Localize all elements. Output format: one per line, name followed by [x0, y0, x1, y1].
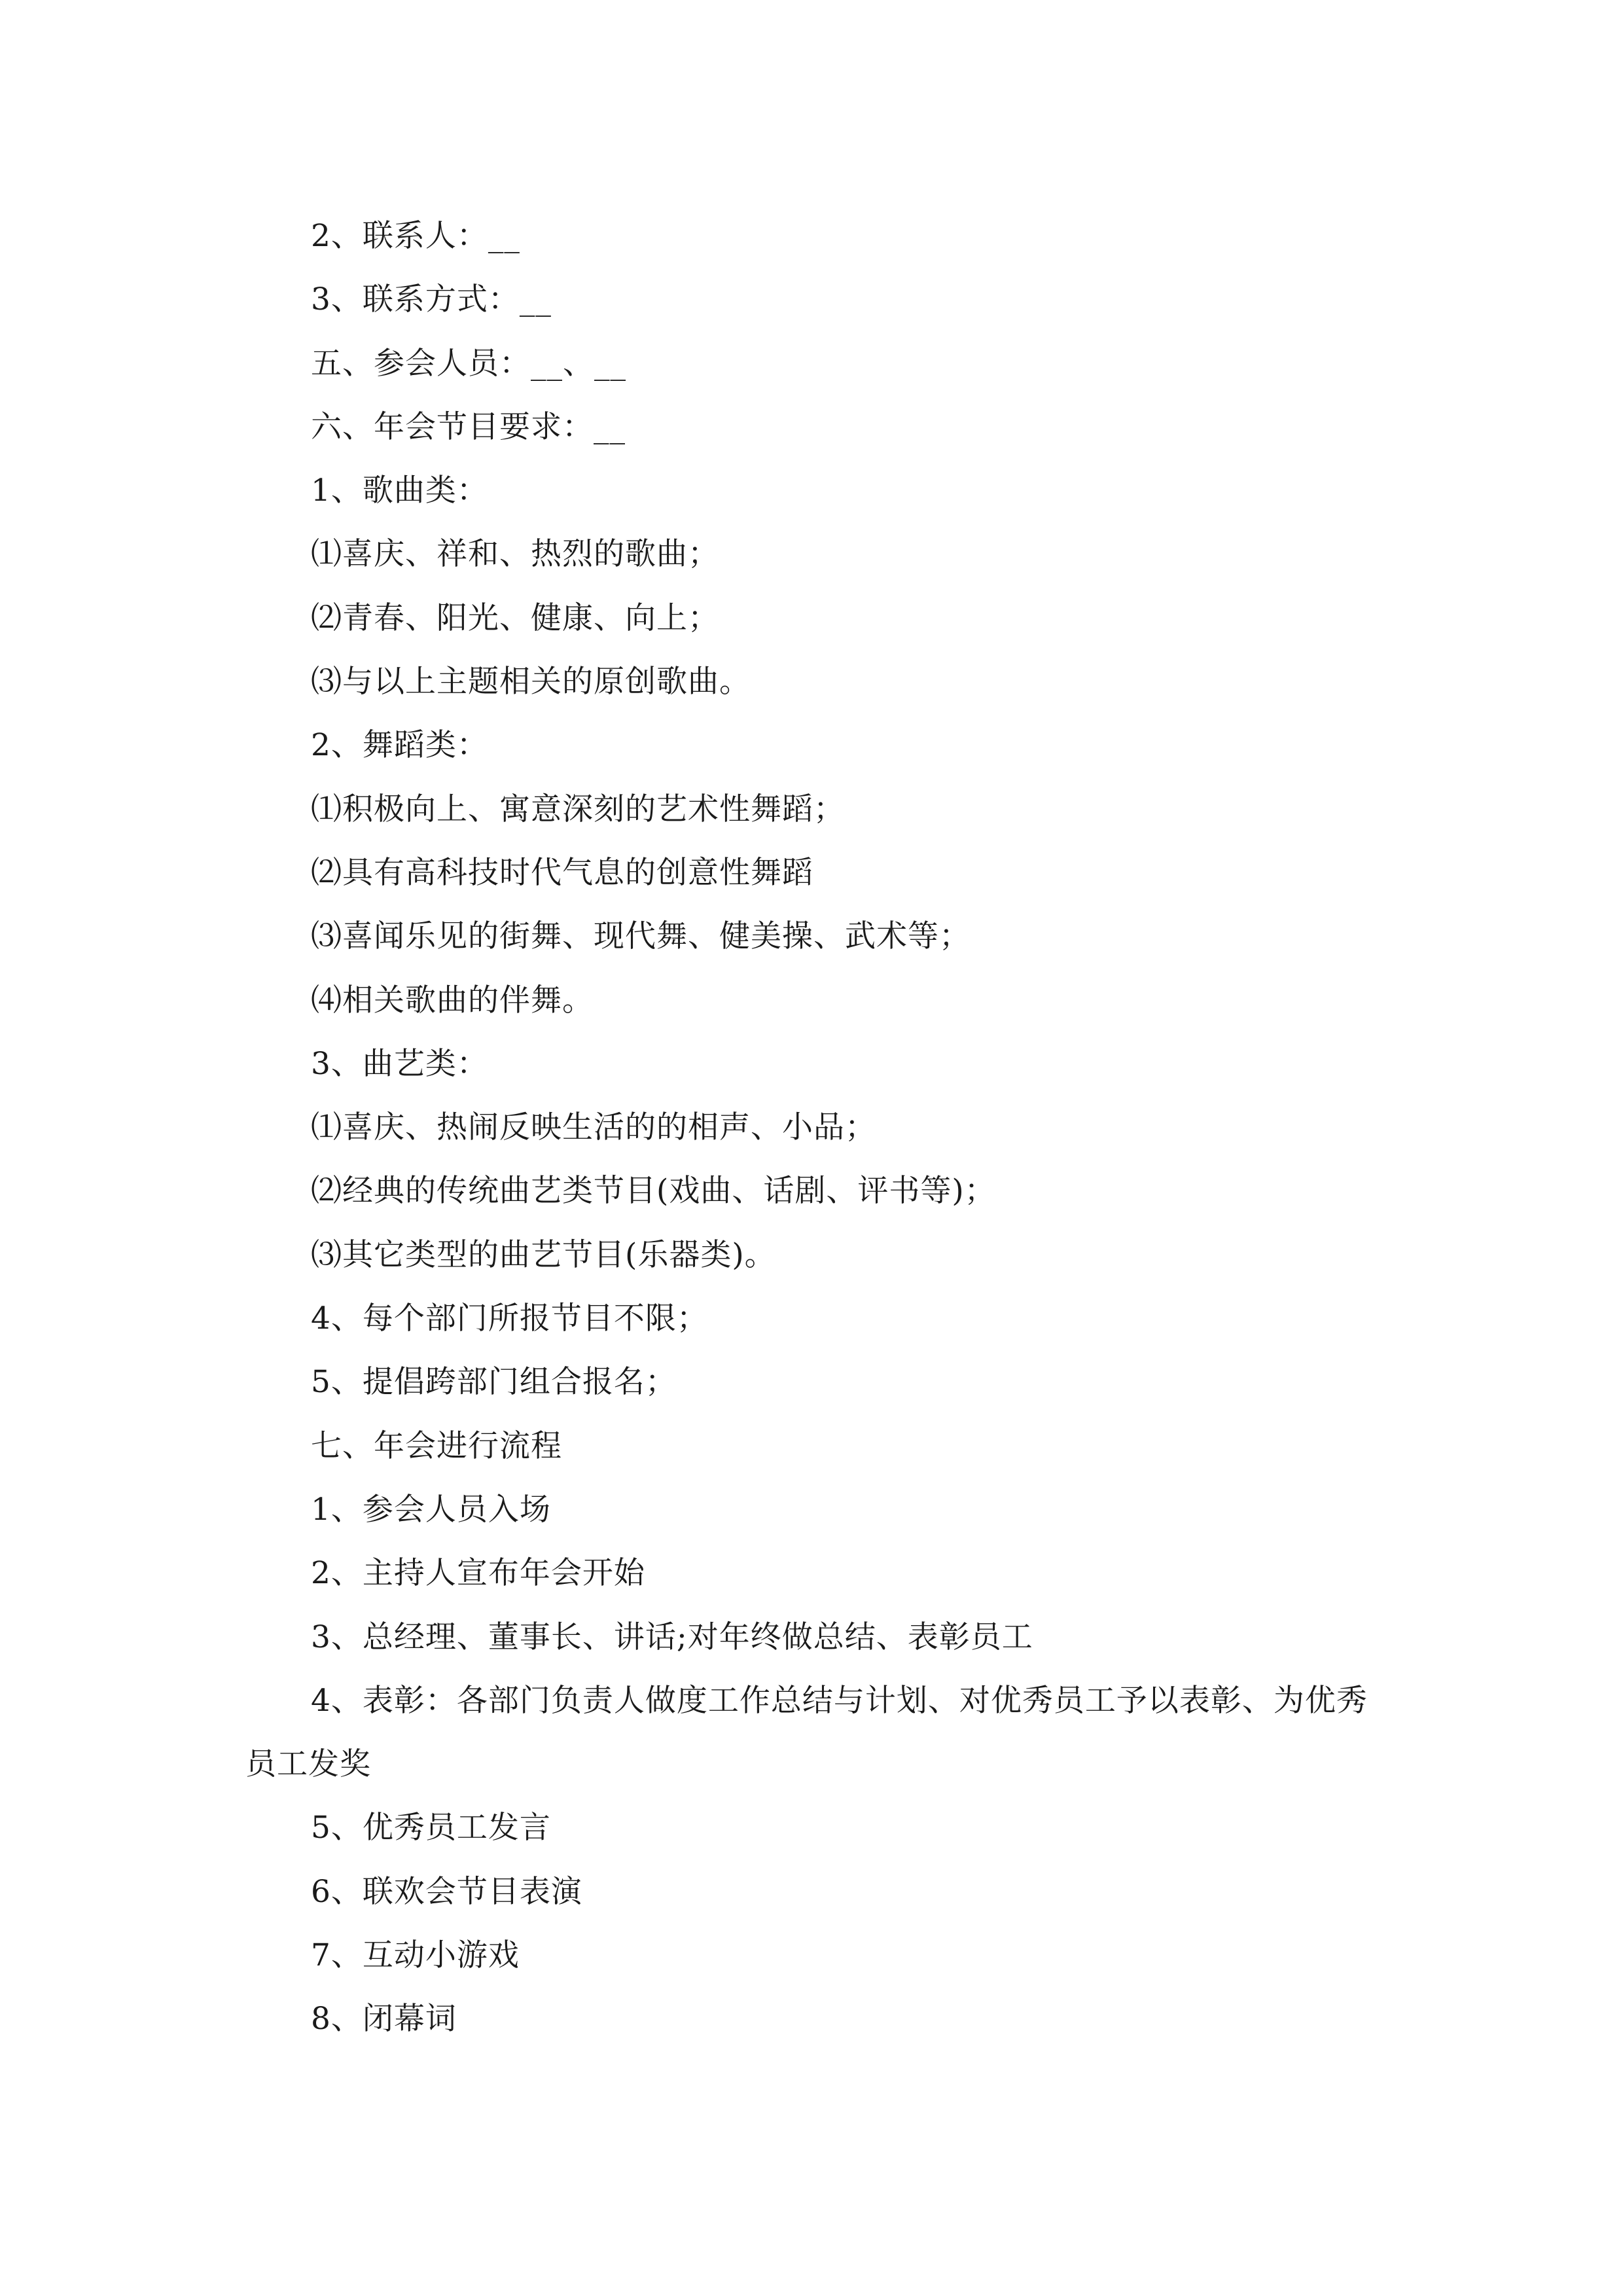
agenda-item-1: 1、参会人员入场: [311, 1491, 551, 1528]
agenda-item-3: 3、总经理、董事长、讲话;对年终做总结、表彰员工: [311, 1619, 1033, 1655]
agenda-item-2: 2、主持人宣布年会开始: [311, 1555, 645, 1592]
songs-item-3: ⑶与以上主题相关的原创歌曲。: [311, 664, 751, 700]
section-program-requirements-heading: 六、年会节目要求：__: [311, 408, 626, 445]
songs-item-2: ⑵青春、阳光、健康、向上；: [311, 600, 719, 636]
folk-arts-item-3: ⑶其它类型的曲艺节目(乐器类)。: [311, 1236, 776, 1273]
section-agenda-heading: 七、年会进行流程: [311, 1427, 562, 1464]
songs-item-1: ⑴喜庆、祥和、热烈的歌曲；: [311, 536, 719, 573]
dance-item-1: ⑴积极向上、寓意深刻的艺术性舞蹈；: [311, 791, 845, 827]
dance-item-4: ⑷相关歌曲的伴舞。: [311, 982, 594, 1018]
folk-arts-category-heading: 3、曲艺类：: [311, 1045, 488, 1082]
folk-arts-item-1: ⑴喜庆、热闹反映生活的的相声、小品；: [311, 1109, 876, 1146]
agenda-item-6: 6、联欢会节目表演: [311, 1873, 582, 1910]
program-limit-line: 4、每个部门所报节目不限；: [311, 1300, 708, 1337]
contact-person-line: 2、联系人：__: [311, 218, 520, 254]
agenda-item-5: 5、优秀员工发言: [311, 1810, 551, 1846]
agenda-item-4: 4、表彰：各部门负责人做度工作总结与计划、对优秀员工予以表彰、为优秀员工发奖: [245, 1682, 1368, 1783]
folk-arts-item-2: ⑵经典的传统曲艺类节目(戏曲、话剧、评书等)；: [311, 1173, 996, 1210]
document-body: [245, 204, 1384, 2051]
section-attendees-heading: 五、参会人员：__、__: [311, 345, 626, 382]
agenda-item-8: 8、闭幕词: [311, 2001, 457, 2037]
cross-department-line: 5、提倡跨部门组合报名；: [311, 1364, 677, 1401]
dance-category-heading: 2、舞蹈类：: [311, 727, 488, 764]
contact-method-line: 3、联系方式：__: [311, 281, 552, 318]
dance-item-3: ⑶喜闻乐见的街舞、现代舞、健美操、武术等；: [311, 918, 971, 955]
agenda-item-7: 7、互动小游戏: [311, 1937, 520, 1974]
songs-category-heading: 1、歌曲类：: [311, 473, 488, 509]
dance-item-2: ⑵具有高科技时代气息的创意性舞蹈: [311, 854, 813, 891]
